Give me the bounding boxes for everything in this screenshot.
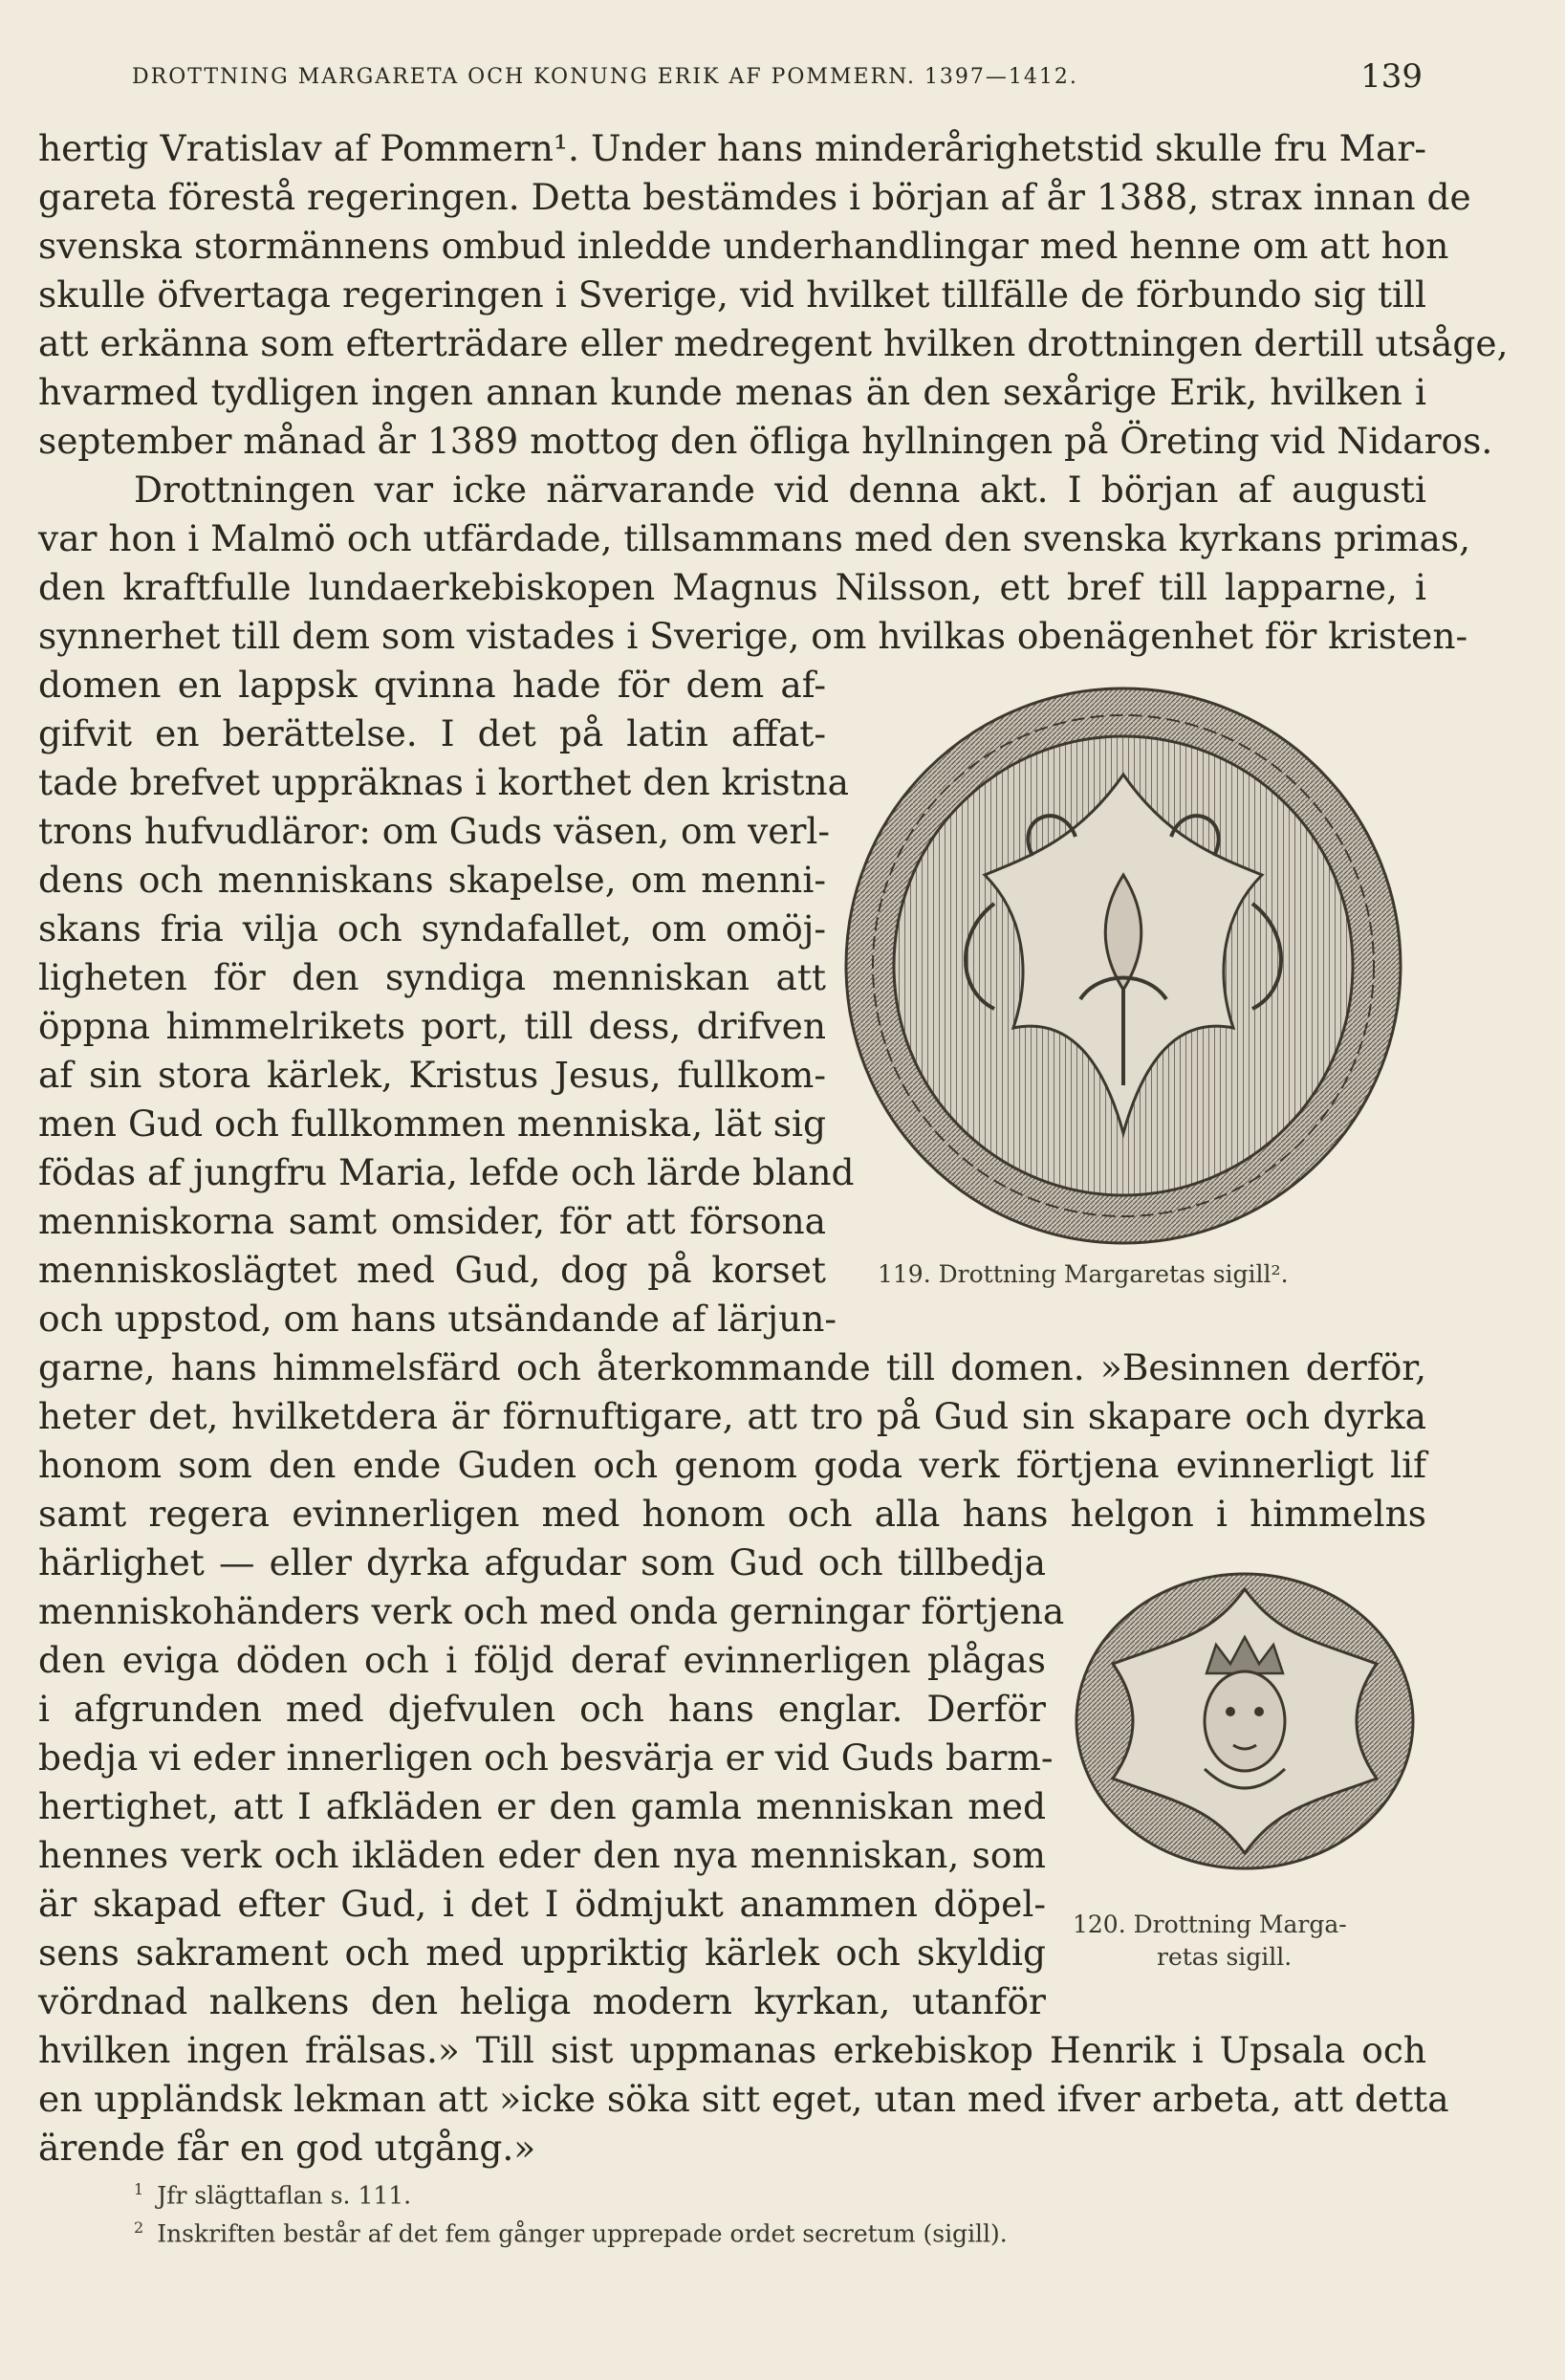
text-line: födas af jungfru Maria, lefde och lärde bland	[38, 1151, 855, 1193]
text-line: den kraftfulle lundaerkebiskopen Magnus Nilsson, ett bref till lapparne, i	[38, 566, 1426, 608]
figure-120-caption-line2: retas sigill.	[1157, 1943, 1293, 1971]
text-line: bedja vi eder innerligen och besvärja er vid Guds barm-	[38, 1736, 1054, 1779]
text-line: menniskoslägtet med Gud, dog på korset	[38, 1249, 826, 1291]
footnote-mark: 1	[134, 2180, 144, 2198]
text-line: Drottningen var icke närvarande vid denna akt. I början af augusti	[134, 469, 1426, 511]
text-line: hertig Vratislav af Pommern¹. Under hans minderårighetstid skulle fru Mar-	[38, 127, 1426, 169]
text-line: garne, hans himmelsfärd och återkommande till domen. »Besinnen derför,	[38, 1346, 1426, 1388]
text-line: gifvit en berättelse. I det på latin affat-	[38, 712, 826, 754]
text-line: är skapad efter Gud, i det I ödmjukt anammen döpel-	[38, 1883, 1046, 1925]
text-line: var hon i Malmö och utfärdade, tillsammans med den svenska kyrkans primas,	[38, 517, 1470, 559]
text-line: hvarmed tydligen ingen annan kunde menas än den sexårige Erik, hvilken i	[38, 371, 1426, 413]
footnote-text: Inskriften består af det fem gånger upprepade ordet secretum (sigill).	[157, 2219, 1008, 2248]
text-line: menniskorna samt omsider, för att försona	[38, 1200, 826, 1242]
text-line: skans fria vilja och syndafallet, om omöj-	[38, 907, 826, 950]
running-title: DROTTNING MARGARETA OCH KONUNG ERIK AF POMMERN. 1397—1412.	[132, 65, 1078, 89]
text-line: september månad år 1389 mottog den öfliga hyllningen på Öreting vid Nidaros.	[38, 420, 1493, 462]
text-line: menniskohänders verk och med onda gerningar förtjena	[38, 1590, 1065, 1632]
text-line: den eviga döden och i följd deraf evinnerligen plågas	[38, 1639, 1046, 1681]
text-line: trons hufvudläror: om Guds väsen, om verl-	[38, 810, 831, 852]
footnote-text: Jfr slägttaflan s. 111.	[157, 2181, 412, 2210]
text-line: af sin stora kärlek, Kristus Jesus, fullkom-	[38, 1054, 826, 1096]
footnote-2	[134, 2218, 1008, 2247]
text-line: och uppstod, om hans utsändande af lärjun-	[38, 1298, 837, 1340]
text-line: dens och menniskans skapelse, om menni-	[38, 859, 826, 901]
text-line: i afgrunden med djefvulen och hans englar. Derför	[38, 1688, 1046, 1730]
text-line: synnerhet till dem som vistades i Sverige, om hvilkas obenägenhet för kristen-	[38, 615, 1468, 657]
crowned-head-seal-image	[1073, 1568, 1417, 1874]
text-line: en uppländsk lekman att »icke söka sitt eget, utan med ifver arbeta, att detta	[38, 2078, 1449, 2120]
text-line: heter det, hvilketdera är förnuftigare, att tro på Gud sin skapare och dyrka	[38, 1395, 1426, 1437]
text-line: svenska stormännens ombud inledde underhandlingar med henne om att hon	[38, 225, 1449, 267]
text-line: härlighet — eller dyrka afgudar som Gud och tillbedja	[38, 1541, 1046, 1583]
text-line: sens sakrament och med uppriktig kärlek och skyldig	[38, 1932, 1046, 1974]
text-line: domen en lappsk qvinna hade för dem af-	[38, 664, 826, 706]
seal-figure-120	[1073, 1568, 1417, 1874]
text-line: hertighet, att I afkläden er den gamla menniskan med	[38, 1785, 1046, 1827]
text-line: hennes verk och ikläden eder den nya menniskan, som	[38, 1834, 1046, 1876]
footnote-mark: 2	[134, 2218, 144, 2237]
text-line: tade brefvet uppräknas i korthet den kristna	[38, 761, 850, 803]
text-line: ärende får en god utgång.»	[38, 2127, 536, 2169]
page-number: 139	[1360, 57, 1423, 96]
footnote-1	[134, 2180, 411, 2209]
round-seal-image	[841, 684, 1405, 1248]
text-line: gareta förestå regeringen. Detta bestämdes i början af år 1388, strax innan de	[38, 176, 1471, 218]
text-line: samt regera evinnerligen med honom och alla hans helgon i himmelns	[38, 1493, 1426, 1535]
text-line: vördnad nalkens den heliga modern kyrkan, utanför	[38, 1980, 1046, 2022]
seal-figure-119	[841, 684, 1405, 1248]
text-line: honom som den ende Guden och genom goda verk förtjena evinnerligt lif	[38, 1444, 1426, 1486]
text-line: ligheten för den syndiga menniskan att	[38, 956, 826, 998]
figure-119-caption: 119. Drottning Margaretas sigill².	[878, 1260, 1289, 1288]
text-line: men Gud och fullkommen menniska, lät sig	[38, 1103, 826, 1145]
text-line: öppna himmelrikets port, till dess, drifven	[38, 1005, 826, 1047]
text-line: skulle öfvertaga regeringen i Sverige, vid hvilket tillfälle de förbundo sig till	[38, 273, 1426, 316]
text-line: hvilken ingen frälsas.» Till sist uppmanas erkebiskop Henrik i Upsala och	[38, 2029, 1426, 2071]
running-header	[48, 57, 1423, 96]
text-line: att erkänna som efterträdare eller medregent hvilken drottningen dertill utsåge,	[38, 322, 1509, 364]
figure-120-caption-line1: 120. Drottning Marga-	[1073, 1911, 1347, 1938]
